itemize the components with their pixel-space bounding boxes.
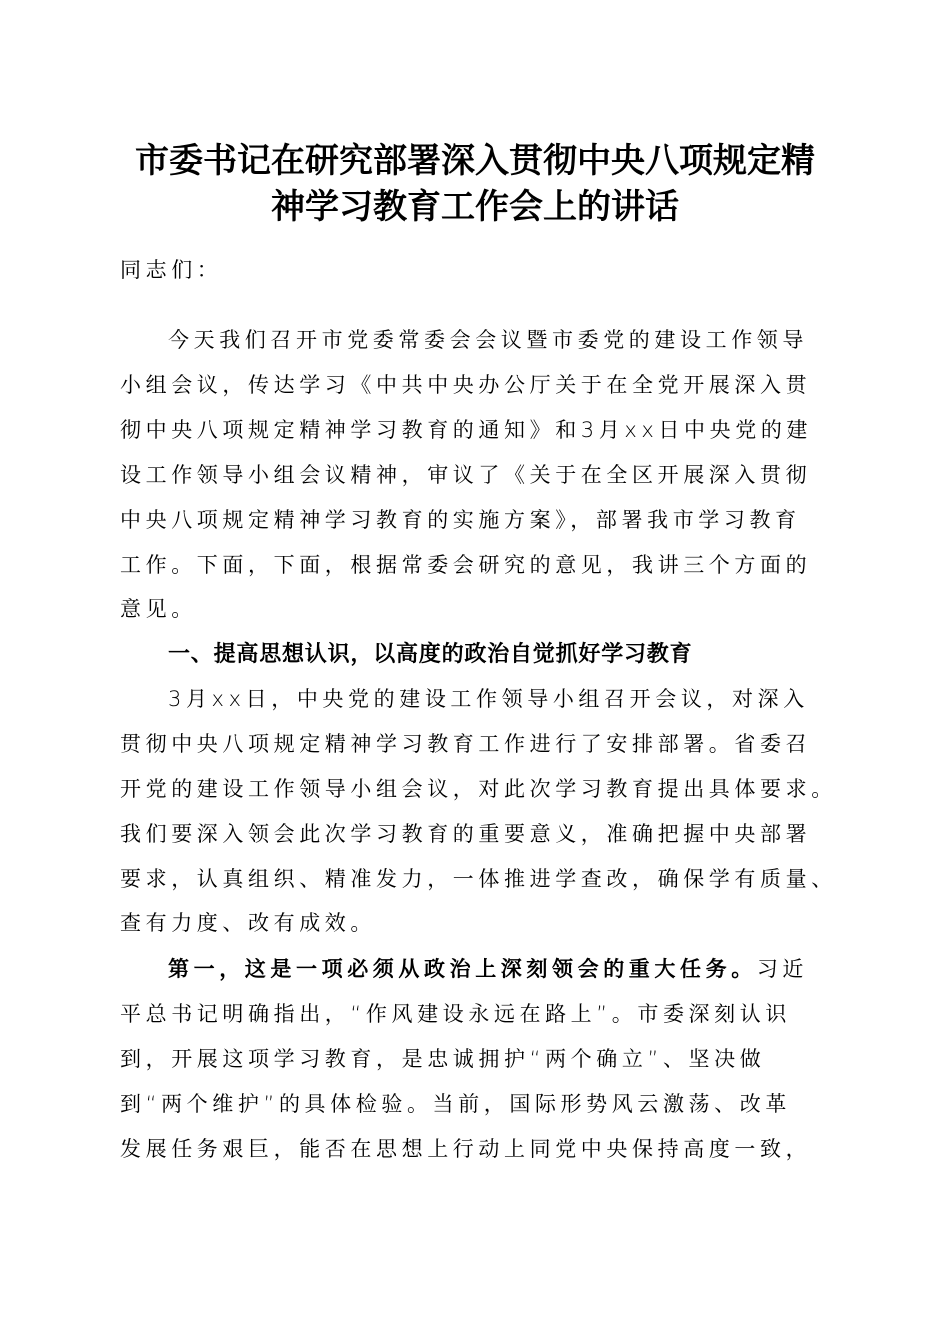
- paragraph-2-line: 我们要深入领会此次学习教育的重要意义，准确把握中央部署: [120, 822, 812, 846]
- paragraph-2-line: 要求，认真组织、精准发力，一体推进学查改，确保学有质量、: [120, 867, 837, 891]
- paragraph-1-line: 设工作领导小组会议精神，审议了《关于在全区开展深入贯彻: [120, 463, 812, 487]
- document-title-line-2: 神学习教育工作会上的讲话: [271, 187, 679, 227]
- paragraph-1-line: 意见。: [120, 597, 197, 621]
- paragraph-2-line: 3月xx日，中央党的建设工作领导小组召开会议，对深入: [168, 687, 809, 711]
- paragraph-3-line: 到“两个维护”的具体检验。当前，国际形势风云激荡、改革: [120, 1092, 791, 1116]
- paragraph-1-line: 彻中央八项规定精神学习教育的通知》和3月xx日中央党的建: [120, 418, 813, 442]
- paragraph-2-line: 贯彻中央八项规定精神学习教育工作进行了安排部署。省委召: [120, 732, 812, 756]
- paragraph-3-line: 到，开展这项学习教育，是忠诚拥护“两个确立”、坚决做: [120, 1047, 766, 1071]
- section-1-heading: 一、提高思想认识，以高度的政治自觉抓好学习教育: [168, 642, 693, 667]
- paragraph-3-line: 平总书记明确指出，“作风建设永远在路上”。市委深刻认识: [120, 1002, 791, 1026]
- paragraph-3-first-line-rest: 习近: [756, 957, 809, 981]
- paragraph-2-line: 查有力度、改有成效。: [120, 911, 376, 935]
- paragraph-3-lead-sentence: 第一，这是一项必须从政治上深刻领会的重大任务。: [168, 957, 757, 981]
- paragraph-1-line: 今天我们召开市党委常委会会议暨市委党的建设工作领导: [168, 328, 808, 352]
- paragraph-1-line: 小组会议，传达学习《中共中央办公厅关于在全党开展深入贯: [120, 373, 812, 397]
- paragraph-1-line: 中央八项规定精神学习教育的实施方案》，部署我市学习教育: [120, 508, 801, 532]
- document-title-line-1: 市委书记在研究部署深入贯彻中央八项规定精: [135, 141, 815, 181]
- paragraph-3-first-line: [168, 954, 808, 984]
- paragraph-1-line: 工作。下面，下面，根据常委会研究的意见，我讲三个方面的: [120, 553, 812, 577]
- salutation: 同志们：: [120, 258, 223, 282]
- paragraph-3-line: 发展任务艰巨，能否在思想上行动上同党中央保持高度一致，: [120, 1137, 812, 1161]
- paragraph-2-line: 开党的建设工作领导小组会议，对此次学习教育提出具体要求。: [120, 777, 837, 801]
